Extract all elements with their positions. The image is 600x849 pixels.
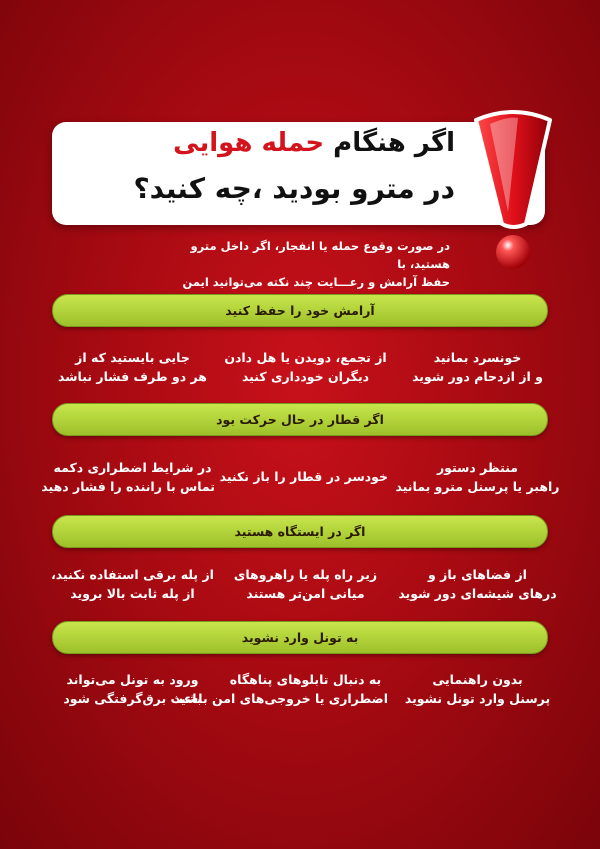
intro-line-1: در صورت وقوع حمله یا انفجار، اگر داخل مترو هستید، با: [190, 239, 450, 271]
section-2-items: [40, 458, 560, 508]
section-heading-3: اگر در ایستگاه هستید: [52, 515, 548, 548]
exclamation-icon: [468, 92, 558, 272]
section-heading-2: اگر قطار در حال حرکت بود: [52, 403, 548, 436]
title-line-2: در مترو بودید ،چه کنید؟: [133, 172, 455, 205]
title-accent: حمله هوایی: [173, 128, 325, 158]
list-item: زیر راه پله یا راهروهای میانی امن‌تر هستند: [233, 567, 378, 601]
section-heading-1: آرامش خود را حفظ کنید: [52, 294, 548, 327]
list-item: ورود به تونل می‌تواند باعث برق‌گرفتگی شود: [63, 672, 202, 706]
list-item: خودسر در قطار را باز نکنید: [219, 469, 388, 484]
list-item: از فضاهای باز و درهای شیشه‌ای دور شوید: [398, 567, 557, 601]
section-1-items: [40, 348, 560, 398]
section-heading-4: به تونل وارد نشوید: [52, 621, 548, 654]
list-item: به دنبال تابلوهای پناهگاه اضطراری یا خروجی‌های امن باشید: [173, 672, 388, 706]
list-item: جایی بایستید که از هر دو طرف فشار نباشد: [58, 350, 207, 384]
title-prefix: اگر هنگام: [333, 128, 455, 158]
section-4-items: [40, 670, 560, 720]
title-line-1: [65, 128, 455, 158]
intro-line-2: حفظ آرامش و رعـــایت چند نکته می‌توانید ایمن: [182, 275, 450, 289]
list-item: خونسرد بمانید و از ازدحام دور شوید: [412, 350, 543, 384]
list-item: بدون راهنمایی پرسنل وارد تونل نشوید: [404, 672, 551, 706]
list-item: از پله برقی استفاده نکنید، از پله ثابت بالا بروید: [51, 567, 214, 601]
list-item: در شرایط اضطراری دکمه تماس با راننده را فشار دهید: [41, 460, 215, 494]
list-item: منتظر دستور راهبر یا پرسنل مترو بمانید: [395, 460, 560, 494]
section-3-items: [40, 565, 560, 615]
list-item: از تجمع، دویدن یا هل دادن دیگران خودداری کنید: [224, 350, 387, 384]
